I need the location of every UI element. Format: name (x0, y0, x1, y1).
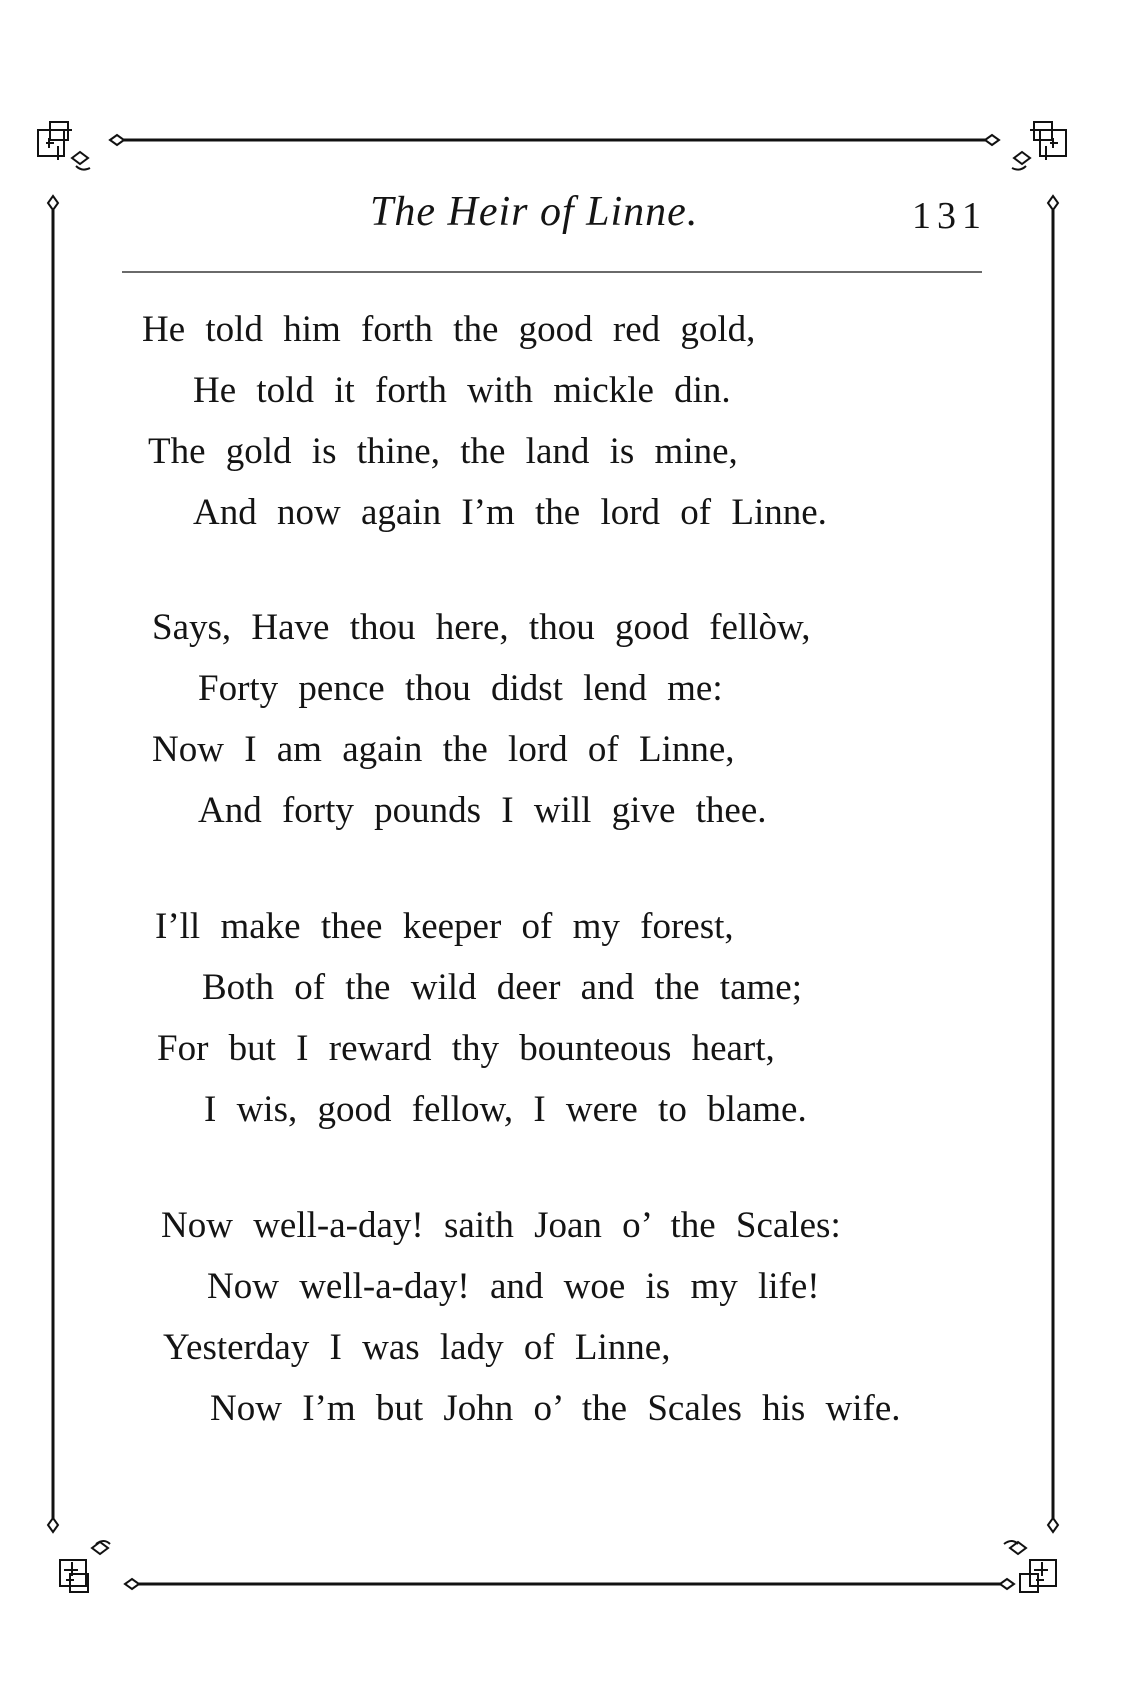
poem-line: The gold is thine, the land is mine, (148, 431, 738, 472)
poem-line: Now well-a-day! saith Joan o’ the Scales: (161, 1205, 841, 1246)
poem-line: Says, Have thou here, thou good fellòw, (152, 607, 811, 648)
poem-line: Yesterday I was lady of Linne, (163, 1327, 671, 1368)
poem-line: And now again I’m the lord of Linne. (193, 492, 827, 533)
page-number: 131 (912, 195, 987, 237)
poem-line: I wis, good fellow, I were to blame. (204, 1089, 807, 1130)
poem-line: Forty pence thou didst lend me: (198, 668, 723, 709)
poem-line: Now well-a-day! and woe is my life! (207, 1266, 820, 1307)
poem-line: And forty pounds I will give thee. (198, 790, 767, 831)
poem-line: Now I am again the lord of Linne, (152, 729, 735, 770)
poem-line: I’ll make thee keeper of my forest, (155, 906, 734, 947)
poem-line: For but I reward thy bounteous heart, (157, 1028, 775, 1069)
poem-line: Both of the wild deer and the tame; (202, 967, 802, 1008)
poem-line: He told it forth with mickle din. (193, 370, 731, 411)
running-title: The Heir of Linne. (370, 189, 699, 235)
poem-line: He told him forth the good red gold, (142, 309, 756, 350)
poem-line: Now I’m but John o’ the Scales his wife. (210, 1388, 901, 1429)
